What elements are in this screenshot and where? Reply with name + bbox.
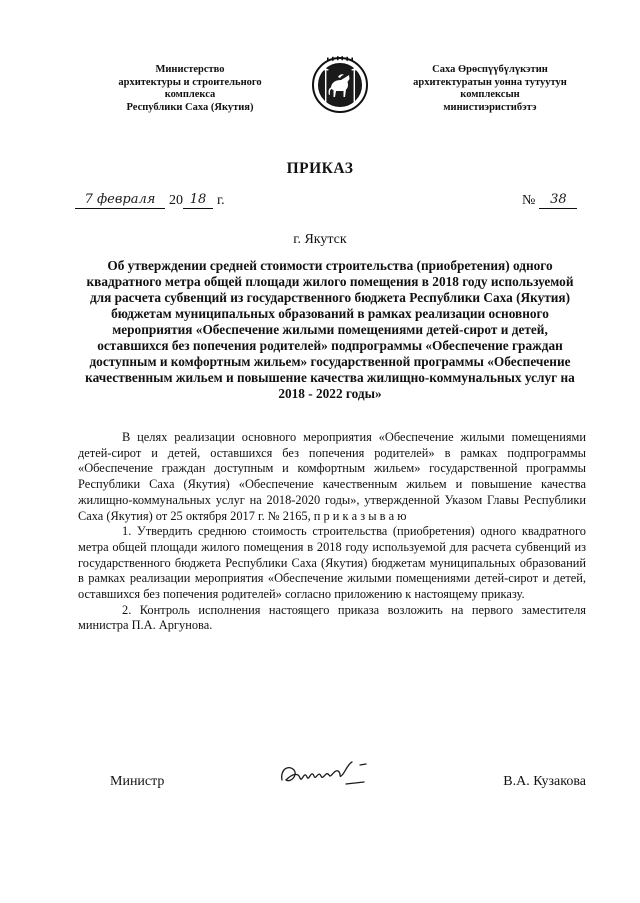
signer-name: В.А. Кузакова xyxy=(503,774,586,789)
order-body xyxy=(78,430,586,634)
ministry-name-line: Министерство xyxy=(155,64,225,75)
date-day-month: 7 февраля xyxy=(75,192,165,209)
intro-paragraph: В целях реализации основного мероприятия «Обеспечение жилыми помещениями детей-сирот и детей, оставшихся без попечения родителей» в рамках подпрограммы «Обеспечение граждан доступным и комфортным жильем» государственной программы Республики Саха (Якутия) «Обеспечение качественным жильем и повышение качества жилищно-коммунальных услуг на 2018-2020 годы», утвержденной Указом Главы Республики Саха (Якутия) от 25 октября 2017 г. № 2165, п р и к а з ы в а ю xyxy=(78,430,586,523)
letterhead xyxy=(90,56,590,126)
date-year-suffix: 18 xyxy=(183,192,213,209)
ministry-name-line: архитектуратын уонна тутуутун xyxy=(413,76,567,88)
ministry-name-line: архитектуры и строительного xyxy=(118,76,262,88)
ministry-name-line: Саха Өрөспүүбүлүкэтин xyxy=(432,64,548,75)
item-1-paragraph: 1. Утвердить среднюю стоимость строительства (приобретения) одного квадратного метра общей площади жилого помещения в 2018 году используемой для расчета субвенций из государственного бюджета Республики Саха (Якутия) бюджетам муниципальных образований в рамках реализации мероприятия «Обеспечение жилыми помещениями детей-сирот и детей, оставшихся без попечения родителей» согласно приложению к настоящему приказу. xyxy=(78,524,586,602)
number-prefix: № xyxy=(522,193,536,208)
order-heading: Об утверждении средней стоимости строительства (приобретения) одного квадратного метра общей площади жилого помещения в 2018 году используемой для расчета субвенций из государственного бюджета Республики Саха (Якутия) бюджетам муниципальных образований в рамках реализации основного мероприятия «Обеспечение жилыми помещениями детей-сирот и детей, оставшихся без попечения родителей» подпрограммы «Обеспечение граждан доступным и комфортным жильем» государственной программы «Обеспечение качественным жильем и повышение качества жилищно-коммунальных услуг на 2018 - 2022 годы» xyxy=(85,258,575,401)
ministry-name-line: Республики Саха (Якутия) xyxy=(126,101,254,113)
coat-of-arms-emblem xyxy=(311,56,369,114)
ministry-name-line: комплекса xyxy=(164,89,216,100)
item-2-paragraph: 2. Контроль исполнения настоящего приказа возложить на первого заместителя министра П.А. Аргунова. xyxy=(78,602,586,633)
order-date xyxy=(75,192,225,209)
ministry-name-yakut xyxy=(390,64,590,114)
order-title: ПРИКАЗ xyxy=(286,160,354,177)
ministry-name-russian xyxy=(90,64,290,114)
city: г. Якутск xyxy=(293,232,347,247)
ministry-name-line: комплексын xyxy=(460,89,520,100)
number-value: 38 xyxy=(539,192,577,209)
order-number xyxy=(522,192,577,209)
signature-block xyxy=(110,766,586,806)
date-suffix: г. xyxy=(217,193,225,208)
handwritten-signature xyxy=(276,756,376,790)
ministry-name-line: министиэристибэтэ xyxy=(443,101,537,113)
date-year-prefix: 20 xyxy=(169,193,183,208)
signer-position: Министр xyxy=(110,774,165,789)
